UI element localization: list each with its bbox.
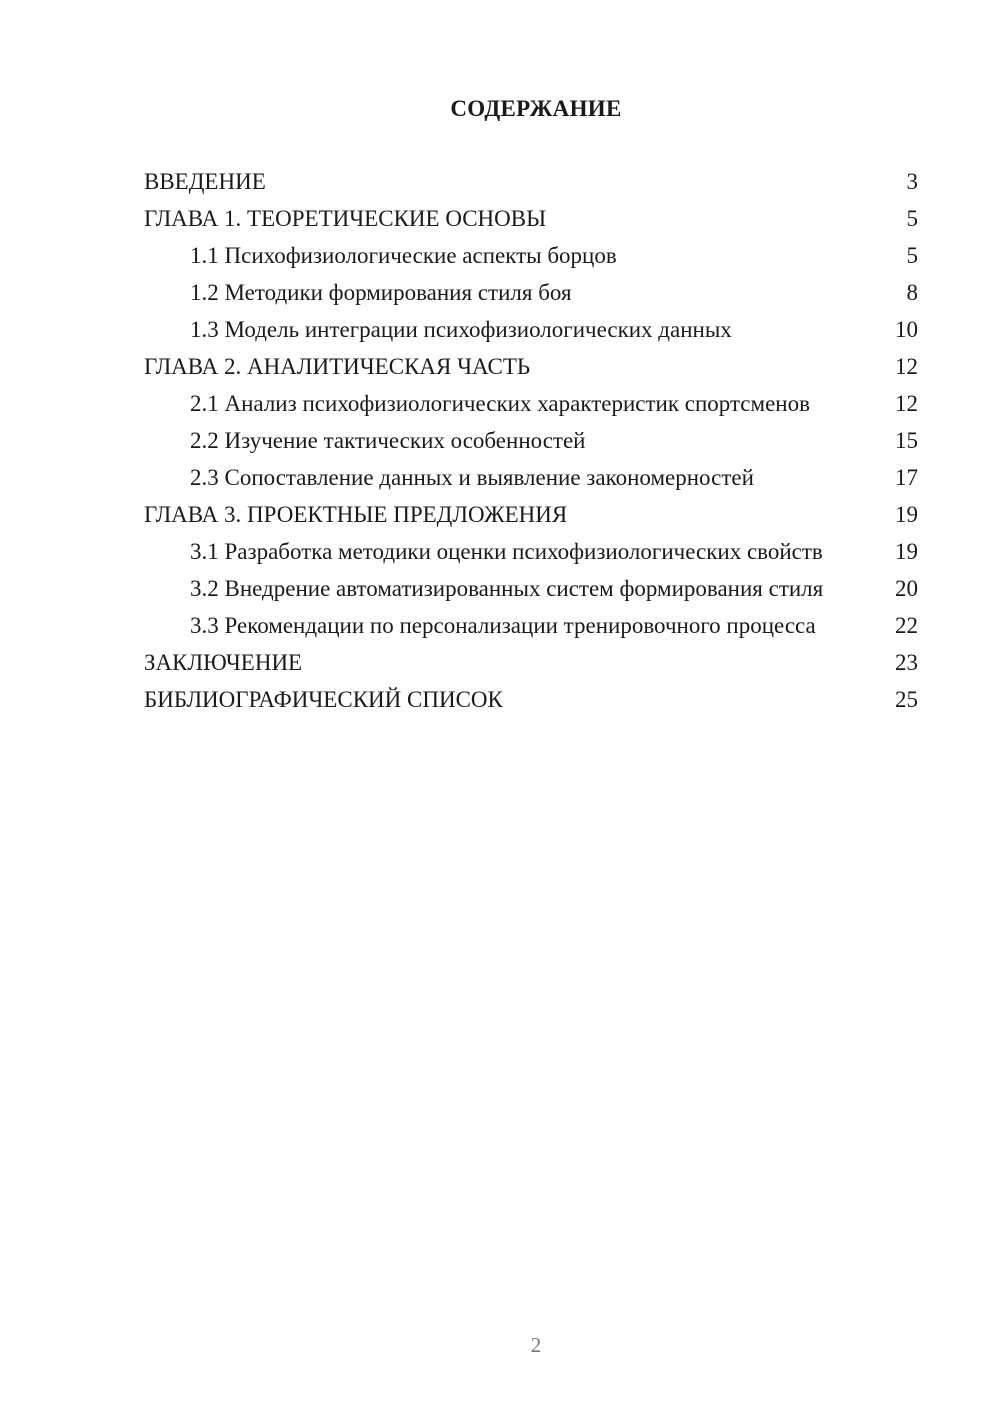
- toc-entry-text: ЗАКЛЮЧЕНИЕ: [144, 650, 303, 675]
- toc-entry-text: 3.3 Рекомендации по персонализации тренировочного процесса: [190, 613, 816, 638]
- toc-entry[interactable]: [144, 575, 918, 602]
- toc-entry-page: 12: [895, 391, 918, 416]
- toc-entry-page: 22: [895, 613, 918, 638]
- toc-entry[interactable]: [144, 242, 918, 269]
- toc-entry-page: 25: [895, 687, 918, 712]
- toc-entry[interactable]: [144, 686, 918, 713]
- toc-entry[interactable]: [144, 538, 918, 565]
- toc-entry[interactable]: [144, 649, 918, 676]
- page-title: СОДЕРЖАНИЕ: [450, 96, 622, 121]
- toc-entry-page: 5: [906, 206, 918, 231]
- toc-entry-page: 10: [895, 317, 918, 342]
- toc-entry-text: ВВЕДЕНИЕ: [144, 169, 266, 194]
- toc-entry-page: 5: [906, 243, 918, 268]
- toc-entry-text: 1.2 Методики формирования стиля боя: [190, 280, 572, 305]
- toc-entry-text: 1.3 Модель интеграции психофизиологических данных: [190, 317, 732, 342]
- toc-entry-text: ГЛАВА 3. ПРОЕКТНЫЕ ПРЕДЛОЖЕНИЯ: [144, 502, 568, 527]
- toc-entry-text: 3.2 Внедрение автоматизированных систем формирования стиля: [190, 576, 824, 601]
- toc-entry-text: 2.2 Изучение тактических особенностей: [190, 428, 586, 453]
- toc-entry-page: 3: [906, 169, 918, 194]
- toc-entry[interactable]: [144, 501, 918, 528]
- toc-entry-text: БИБЛИОГРАФИЧЕСКИЙ СПИСОК: [144, 687, 503, 712]
- toc-entry-page: 19: [895, 539, 918, 564]
- toc-entry-text: 3.1 Разработка методики оценки психофизиологических свойств: [190, 539, 823, 564]
- page-number: 2: [530, 1333, 542, 1357]
- toc-entry-page: 19: [895, 502, 918, 527]
- toc-entry-page: 17: [895, 465, 918, 490]
- toc-entry-text: ГЛАВА 2. АНАЛИТИЧЕСКАЯ ЧАСТЬ: [144, 354, 531, 379]
- toc-entry[interactable]: [144, 464, 918, 491]
- table-of-contents: [144, 168, 918, 723]
- toc-entry[interactable]: [144, 316, 918, 343]
- toc-entry-text: 2.3 Сопоставление данных и выявление закономерностей: [190, 465, 754, 490]
- toc-entry-text: 2.1 Анализ психофизиологических характеристик спортсменов: [190, 391, 810, 416]
- toc-entry[interactable]: [144, 390, 918, 417]
- toc-entry-page: 20: [895, 576, 918, 601]
- toc-entry-text: 1.1 Психофизиологические аспекты борцов: [190, 243, 617, 268]
- toc-entry[interactable]: [144, 612, 918, 639]
- toc-entry[interactable]: [144, 168, 918, 195]
- toc-entry[interactable]: [144, 205, 918, 232]
- toc-entry-page: 12: [895, 354, 918, 379]
- toc-entry-page: 8: [906, 280, 918, 305]
- toc-entry[interactable]: [144, 279, 918, 306]
- toc-entry-page: 15: [895, 428, 918, 453]
- toc-entry-text: ГЛАВА 1. ТЕОРЕТИЧЕСКИЕ ОСНОВЫ: [144, 206, 547, 231]
- toc-entry[interactable]: [144, 427, 918, 454]
- toc-entry[interactable]: [144, 353, 918, 380]
- toc-entry-page: 23: [895, 650, 918, 675]
